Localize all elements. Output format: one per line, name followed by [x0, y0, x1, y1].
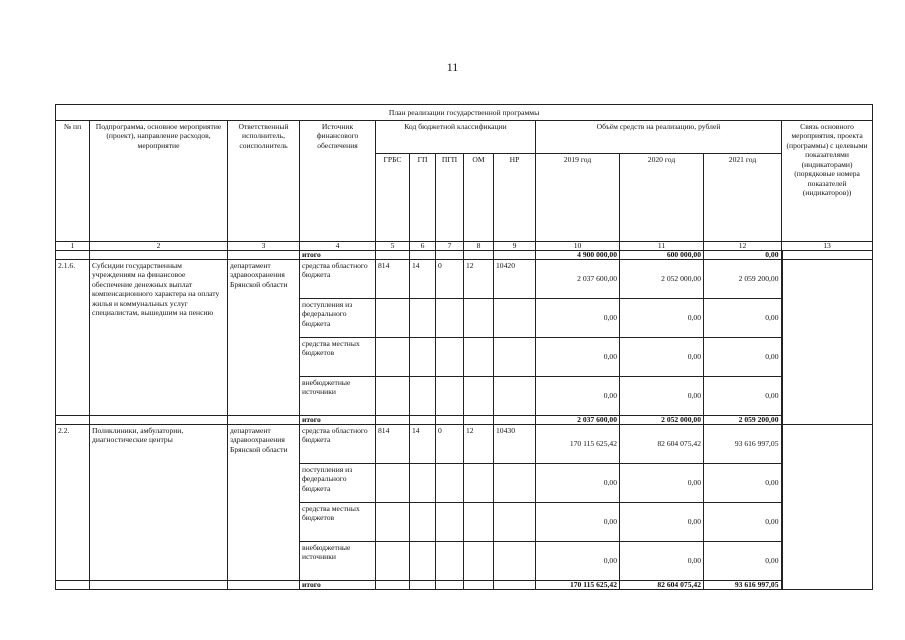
value-2021: 0,00: [704, 542, 782, 581]
header-subprogram: Подпрограмма, основное мероприятие (проект), направление расходов, мероприятие: [90, 121, 228, 242]
total-label: итого: [300, 416, 376, 425]
col-number: 13: [782, 242, 873, 251]
value-2019: 0,00: [536, 503, 620, 542]
value-2019: 0,00: [536, 299, 620, 338]
gp-cell: 14: [410, 260, 436, 299]
value-2020: 0,00: [620, 464, 704, 503]
total-2021: 93 616 997,05: [704, 581, 782, 590]
value-2021: 2 059 200,00: [704, 260, 782, 299]
header-budget-code: Код бюджетной классификации: [376, 121, 536, 154]
value-2019: 0,00: [536, 377, 620, 416]
total-2021: 2 059 200,00: [704, 416, 782, 425]
om-cell: 12: [464, 260, 494, 299]
col-number: 12: [704, 242, 782, 251]
col-number: 8: [464, 242, 494, 251]
total-2020: 82 604 075,42: [620, 581, 704, 590]
source-cell: средства местных бюджетов: [300, 338, 376, 377]
value-2021: 0,00: [704, 503, 782, 542]
value-2020: 0,00: [620, 377, 704, 416]
header-2020: 2020 год: [620, 154, 704, 242]
table-title: План реализации государственной программы: [56, 105, 873, 121]
col-number: 5: [376, 242, 410, 251]
pgp-cell: 0: [436, 260, 464, 299]
section-executor: департамент здравоохранения Брянской области: [228, 260, 300, 416]
section-name: Субсидии государственным учреждениям на финансовое обеспечение денежных выплат компенсационного характера на оплату жилья и коммунальных услуг специалистам, вышедшим на пенсию: [90, 260, 228, 416]
header-om: ОМ: [464, 154, 494, 242]
col-number: 11: [620, 242, 704, 251]
total-2019: 2 037 600,00: [536, 416, 620, 425]
gp-cell: 14: [410, 425, 436, 464]
section-name: Поликлиники, амбулатории, диагностические центры: [90, 425, 228, 581]
total-label: итого: [300, 251, 376, 260]
header-gp: ГП: [410, 154, 436, 242]
source-cell: внебюджетные источники: [300, 377, 376, 416]
header-2019: 2019 год: [536, 154, 620, 242]
grbs-cell: 814: [376, 260, 410, 299]
section-total-row: [56, 581, 873, 590]
col-number: 10: [536, 242, 620, 251]
section-total-row: [56, 416, 873, 425]
value-2020: 0,00: [620, 542, 704, 581]
col-number: 3: [228, 242, 300, 251]
header-np: НР: [494, 154, 536, 242]
value-2021: 0,00: [704, 299, 782, 338]
value-2019: 2 037 600,00: [536, 260, 620, 299]
np-cell: 10430: [494, 425, 536, 464]
value-2020: 0,00: [620, 503, 704, 542]
value-2020: 2 052 000,00: [620, 260, 704, 299]
source-cell: поступления из федерального бюджета: [300, 464, 376, 503]
source-cell: поступления из федерального бюджета: [300, 299, 376, 338]
value-2021: 0,00: [704, 338, 782, 377]
header-volume: Объём средств на реализацию, рублей: [536, 121, 782, 154]
value-2021: 93 616 997,05: [704, 425, 782, 464]
total-2020: 2 052 000,00: [620, 416, 704, 425]
col-number: 9: [494, 242, 536, 251]
pgp-cell: 0: [436, 425, 464, 464]
value-2019: 0,00: [536, 542, 620, 581]
col-number: 6: [410, 242, 436, 251]
total-2021: 0,00: [704, 251, 782, 260]
source-cell: средства областного бюджета: [300, 425, 376, 464]
header-num: № пп: [56, 121, 90, 242]
col-number: 1: [56, 242, 90, 251]
header-executor: Ответственный исполнитель, соисполнитель: [228, 121, 300, 242]
value-2021: 0,00: [704, 377, 782, 416]
page-number: 11: [446, 60, 459, 74]
total-2020: 600 000,00: [620, 251, 704, 260]
header-2021: 2021 год: [704, 154, 782, 242]
source-cell: средства областного бюджета: [300, 260, 376, 299]
col-number: 2: [90, 242, 228, 251]
top-total-row: [56, 251, 873, 260]
table-row: [56, 425, 873, 464]
value-2020: 82 604 075,42: [620, 425, 704, 464]
col-number: 4: [300, 242, 376, 251]
header-link: Связь основного мероприятия, проекта (программы) с целевыми показателями (индикаторами) (порядковые номера показателей (индикаторов)): [782, 121, 873, 242]
source-cell: внебюджетные источники: [300, 542, 376, 581]
value-2020: 0,00: [620, 338, 704, 377]
np-cell: 10420: [494, 260, 536, 299]
header-pgp: ПГП: [436, 154, 464, 242]
header-source: Источник финансового обеспечения: [300, 121, 376, 242]
section-num: 2.1.6.: [56, 260, 90, 416]
om-cell: 12: [464, 425, 494, 464]
col-number: 7: [436, 242, 464, 251]
value-2019: 0,00: [536, 464, 620, 503]
grbs-cell: 814: [376, 425, 410, 464]
section-num: 2.2.: [56, 425, 90, 581]
value-2021: 0,00: [704, 464, 782, 503]
total-2019: 4 900 000,00: [536, 251, 620, 260]
section-executor: департамент здравоохранения Брянской области: [228, 425, 300, 581]
total-2019: 170 115 625,42: [536, 581, 620, 590]
column-numbers-row: [56, 242, 873, 251]
value-2019: 170 115 625,42: [536, 425, 620, 464]
budget-plan-table: [55, 104, 873, 590]
value-2020: 0,00: [620, 299, 704, 338]
value-2019: 0,00: [536, 338, 620, 377]
total-label: итого: [300, 581, 376, 590]
table-row: [56, 260, 873, 299]
header-grbs: ГРБС: [376, 154, 410, 242]
source-cell: средства местных бюджетов: [300, 503, 376, 542]
